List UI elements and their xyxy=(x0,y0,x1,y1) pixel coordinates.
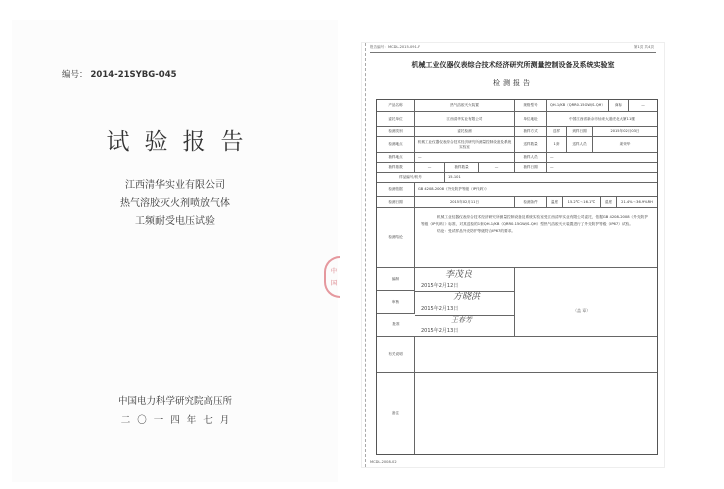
cell-value: QH-1/KB（QRR0.15GW/S-QH） xyxy=(547,100,609,111)
signature-label-column xyxy=(377,268,415,336)
cell-value: — xyxy=(550,165,554,170)
cell-value: 江西清华实业有限公司 xyxy=(415,112,515,126)
cell-value: 21.4%～36.9%RH xyxy=(621,199,653,204)
cell-label: 抽样日期 xyxy=(515,163,547,172)
cell-label: 单位地址 xyxy=(515,112,547,126)
conclusion-text xyxy=(415,208,657,267)
cell-value: 2015年02月03日 xyxy=(610,129,640,134)
cell-value: — xyxy=(641,103,645,108)
cell-label: 湿度 xyxy=(601,197,617,207)
cell-label: 送样数量 xyxy=(515,137,547,152)
cell-value: — xyxy=(479,163,515,172)
cell-label: 规格型号 xyxy=(515,100,547,111)
cell-value: GB 4208-2008《外壳防护等级（IP代码）》 xyxy=(418,187,489,192)
cell-label: 抽样方式 xyxy=(515,127,547,136)
header-page-no: 第1页 共4页 xyxy=(633,45,654,49)
review-date: 2015年2月13日 xyxy=(421,306,459,312)
seal-cell xyxy=(515,268,657,336)
table-row xyxy=(377,163,657,173)
table-row xyxy=(377,183,657,197)
issuer-block xyxy=(12,392,338,430)
cell-value: 1套 xyxy=(547,137,567,152)
table-row xyxy=(377,112,657,127)
conclusion-paragraph: 机械工业仪器仪表综合技术经济研究所测量控制设备及系统实验室受江西清华实业有限公司委托，依据GB 4208-2008《外壳防护等级（IP代码）》标准，对其送检的1套QH-1/KB（QRR0.15GW/S-QH）型热气溶胶灭火装置进行了外壳防护等级（IP67）试验。 xyxy=(421,215,649,226)
cell-label: 批准 xyxy=(392,322,400,327)
cell-label: 检测地点 xyxy=(377,137,415,152)
cell-value: 委托检测 xyxy=(415,127,515,136)
seal-char: 中 xyxy=(330,268,337,275)
cell-label: 样品编号/机号 xyxy=(377,173,445,182)
cell-label: 抽样人员 xyxy=(515,153,547,162)
seal-stamp-edge xyxy=(324,256,340,298)
serial-value: 2014-21SYBG-045 xyxy=(90,70,177,80)
test-name-line: 工频耐受电压试验 xyxy=(135,216,215,227)
cell-label: 商标 xyxy=(609,100,629,111)
seal-placeholder: （盖 章） xyxy=(573,308,591,313)
cell-value: — xyxy=(415,153,515,162)
table-row xyxy=(377,373,657,454)
seal-char: 国 xyxy=(330,280,337,287)
table-row xyxy=(377,197,657,208)
cell-label: 审核 xyxy=(377,291,415,314)
report-serial xyxy=(62,68,177,80)
header-report-no: 报告编号：MCDL-2015-091-F xyxy=(370,45,421,49)
signature-area xyxy=(415,268,515,336)
cell-label: 检测依据 xyxy=(377,183,415,196)
approver-signature: 王春芳 xyxy=(451,316,472,324)
table-row xyxy=(377,153,657,163)
header-rule xyxy=(370,52,656,53)
conclusion-result: 结论：受试样品外壳防护等级符合IP67的要求。 xyxy=(437,229,516,233)
serial-label: 编号： xyxy=(62,70,88,80)
cover-page xyxy=(12,20,338,482)
reviewer-signature: 方晓洪 xyxy=(453,292,481,302)
cell-label: 检测结论 xyxy=(377,208,415,267)
cell-value: 热气溶胶灭火装置 xyxy=(415,100,515,111)
cell-label: 检测日期 xyxy=(377,197,415,207)
footer-form-no: MCDL-2008-02 xyxy=(370,460,397,464)
cell-value: 送样 xyxy=(547,127,567,136)
table-row xyxy=(377,137,657,153)
table-row xyxy=(377,100,657,112)
report-kind: 检测报告 xyxy=(493,79,533,87)
binding-margin xyxy=(362,43,366,467)
cell-label: 产品名称 xyxy=(377,100,415,111)
table-row xyxy=(377,173,657,183)
cell-label: 备注 xyxy=(377,373,415,454)
table-row xyxy=(377,127,657,137)
cell-value: 姜荣华 xyxy=(619,142,631,147)
lab-name: 机械工业仪器仪表综合技术经济研究所测量控制设备及系统实验室 xyxy=(411,61,615,69)
cell-label: 抽样地点 xyxy=(377,153,415,162)
cover-title: 试验报告 xyxy=(106,129,259,155)
cell-value: 2015年02月11日 xyxy=(415,197,515,207)
compile-date: 2015年2月12日 xyxy=(421,283,459,289)
cell-label: 到样日期 xyxy=(567,127,593,136)
compiler-signature: 李茂良 xyxy=(445,270,473,280)
cell-value: 机械工业仪器仪表综合技术经济研究所测量控制设备及系统实验室 xyxy=(415,137,515,152)
cell-value: — xyxy=(550,155,554,160)
cell-label: 检测条件 xyxy=(515,197,547,207)
cover-company-block xyxy=(12,177,338,231)
cell-label: 委托单位 xyxy=(377,112,415,126)
approve-date: 2015年2月13日 xyxy=(421,328,459,334)
issue-date: 二〇一四年七月 xyxy=(120,415,237,426)
table-row xyxy=(377,208,657,268)
signature-block xyxy=(377,268,657,337)
cell-label: 编制 xyxy=(377,268,415,291)
cell-label: 抽样数量 xyxy=(445,163,479,172)
report-page xyxy=(362,43,664,467)
cell-value: 15.2℃～16.1℃ xyxy=(563,197,601,207)
cell-label: 送样人员 xyxy=(567,137,593,152)
cell-value: 中国江西省新余市仙来大道虎北大厦11楼 xyxy=(569,116,635,121)
product-line: 热气溶胶灭火剂喷放气体 xyxy=(120,198,230,209)
cell-label: 有关说明 xyxy=(377,337,415,372)
cell-value: — xyxy=(415,163,445,172)
institute-name: 中国电力科学研究院高压所 xyxy=(117,396,232,407)
report-table xyxy=(376,99,658,455)
cell-label: 检测类别 xyxy=(377,127,415,136)
company-name: 江西清华实业有限公司 xyxy=(125,180,225,191)
cell-label: 抽样基数 xyxy=(377,163,415,172)
table-row xyxy=(377,337,657,373)
cell-value xyxy=(415,337,657,372)
cell-value: 15-101 xyxy=(448,175,461,180)
cell-label: 温度 xyxy=(547,197,563,207)
cell-value xyxy=(415,373,657,454)
